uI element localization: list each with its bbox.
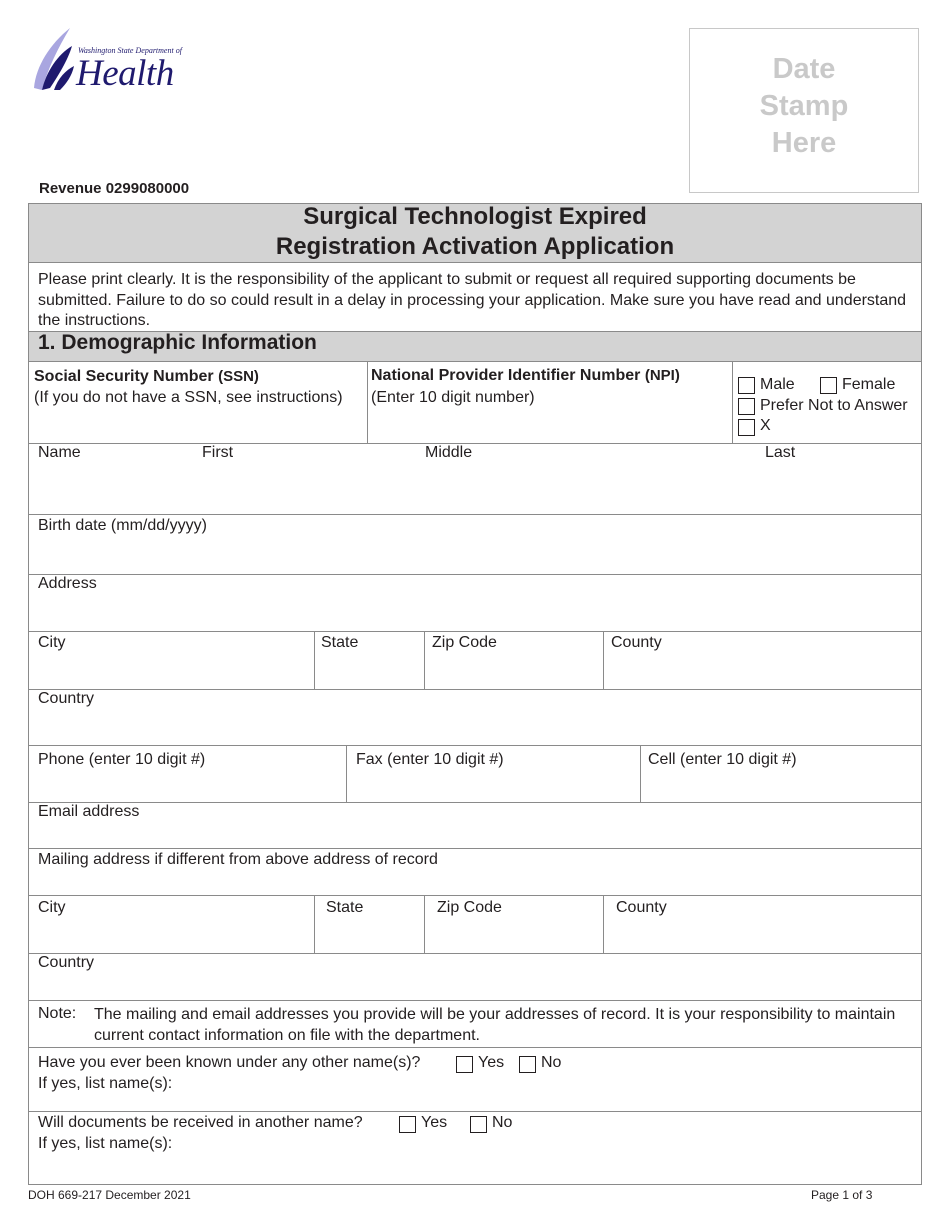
revenue-code: Revenue 0299080000 xyxy=(39,180,190,197)
divider xyxy=(346,745,347,802)
cell-field[interactable]: Cell (enter 10 digit #) xyxy=(648,751,797,768)
docs-no-label: No xyxy=(492,1114,513,1131)
city-field[interactable]: City xyxy=(38,634,66,651)
other-names-list-field[interactable]: If yes, list name(s): xyxy=(38,1075,173,1092)
divider xyxy=(28,745,922,746)
divider xyxy=(28,1000,922,1001)
phone-field[interactable]: Phone (enter 10 digit #) xyxy=(38,751,206,768)
first-name-field[interactable]: First xyxy=(202,444,234,461)
state-field[interactable]: State xyxy=(321,634,359,651)
docs-list-field[interactable]: If yes, list name(s): xyxy=(38,1135,173,1152)
divider xyxy=(603,631,604,689)
divider xyxy=(28,848,922,849)
prefer-not-label: Prefer Not to Answer xyxy=(760,397,908,414)
docs-no-checkbox[interactable] xyxy=(470,1116,487,1133)
npi-label: National Provider Identifier Number xyxy=(371,367,641,384)
form-title-line2: Registration Activation Application xyxy=(275,233,675,260)
ssn-abbr: (SSN) xyxy=(218,368,259,385)
divider xyxy=(424,631,425,689)
section-heading: 1. Demographic Information xyxy=(38,331,317,354)
other-names-yes-checkbox[interactable] xyxy=(456,1056,473,1073)
fax-field[interactable]: Fax (enter 10 digit #) xyxy=(356,751,504,768)
mailing-zip-field[interactable]: Zip Code xyxy=(437,899,502,916)
divider xyxy=(28,689,922,690)
divider xyxy=(424,895,425,953)
divider xyxy=(28,262,922,263)
logo-department-text: Washington State Department of xyxy=(78,46,182,55)
other-names-no-checkbox[interactable] xyxy=(519,1056,536,1073)
form-title-line1: Surgical Technologist Expired xyxy=(303,203,647,230)
divider xyxy=(640,745,641,802)
ssn-note: (If you do not have a SSN, see instructions) xyxy=(34,389,343,406)
docs-yes-label: Yes xyxy=(421,1114,448,1131)
x-label: X xyxy=(760,417,771,434)
divider xyxy=(28,361,922,362)
name-label: Name xyxy=(38,444,81,461)
divider xyxy=(732,361,733,443)
stamp-line: Here xyxy=(771,127,837,159)
divider xyxy=(28,514,922,515)
divider xyxy=(28,574,922,575)
divider xyxy=(28,631,922,632)
male-label: Male xyxy=(760,376,795,393)
other-names-question: Have you ever been known under any other name(s)? xyxy=(38,1054,421,1071)
divider xyxy=(28,802,922,803)
npi-field[interactable] xyxy=(371,367,680,385)
email-field[interactable]: Email address xyxy=(38,803,140,820)
male-checkbox[interactable] xyxy=(738,377,755,394)
middle-name-field[interactable]: Middle xyxy=(425,444,473,461)
divider xyxy=(314,895,315,953)
stamp-line: Stamp xyxy=(759,90,849,122)
birth-date-field[interactable]: Birth date (mm/dd/yyyy) xyxy=(38,517,207,534)
divider xyxy=(603,895,604,953)
divider xyxy=(28,1047,922,1048)
x-checkbox[interactable] xyxy=(738,419,755,436)
mailing-address-field[interactable]: Mailing address if different from above address of record xyxy=(38,851,438,868)
divider xyxy=(28,953,922,954)
logo-health-text: Health xyxy=(76,53,174,94)
date-stamp-box xyxy=(689,28,919,193)
other-names-no-label: No xyxy=(541,1054,562,1071)
county-field[interactable]: County xyxy=(611,634,662,651)
mailing-country-field[interactable]: Country xyxy=(38,954,95,971)
npi-note: (Enter 10 digit number) xyxy=(371,389,535,406)
ssn-field[interactable] xyxy=(34,368,259,386)
ssn-label: Social Security Number xyxy=(34,368,214,385)
female-label: Female xyxy=(842,376,896,393)
female-checkbox[interactable] xyxy=(820,377,837,394)
mailing-city-field[interactable]: City xyxy=(38,899,66,916)
mailing-state-field[interactable]: State xyxy=(326,899,364,916)
divider xyxy=(28,1111,922,1112)
divider xyxy=(314,631,315,689)
form-id: DOH 669-217 December 2021 xyxy=(28,1188,191,1202)
other-names-yes-label: Yes xyxy=(478,1054,505,1071)
intro-text: Please print clearly. It is the responsibility of the applicant to submit or request all required supporting documents be submitted. Failure to do so could result in a delay in processing your application. Make sure you have read and understand the instructions. xyxy=(38,271,907,329)
address-field[interactable]: Address xyxy=(38,575,97,592)
zip-field[interactable]: Zip Code xyxy=(432,634,497,651)
npi-abbr: (NPI) xyxy=(644,367,680,384)
mailing-county-field[interactable]: County xyxy=(616,899,667,916)
docs-name-question: Will documents be received in another name? xyxy=(38,1114,363,1131)
country-field[interactable]: Country xyxy=(38,690,95,707)
divider xyxy=(28,895,922,896)
last-name-field[interactable]: Last xyxy=(765,444,796,461)
note-label: Note: xyxy=(38,1005,77,1022)
divider xyxy=(367,361,368,443)
docs-yes-checkbox[interactable] xyxy=(399,1116,416,1133)
stamp-line: Date xyxy=(772,53,836,85)
note-text: The mailing and email addresses you provide will be your addresses of record. It is your responsibility to maintain current contact information on file with the department. xyxy=(94,1006,896,1044)
page-number: Page 1 of 3 xyxy=(811,1188,873,1202)
prefer-not-checkbox[interactable] xyxy=(738,398,755,415)
